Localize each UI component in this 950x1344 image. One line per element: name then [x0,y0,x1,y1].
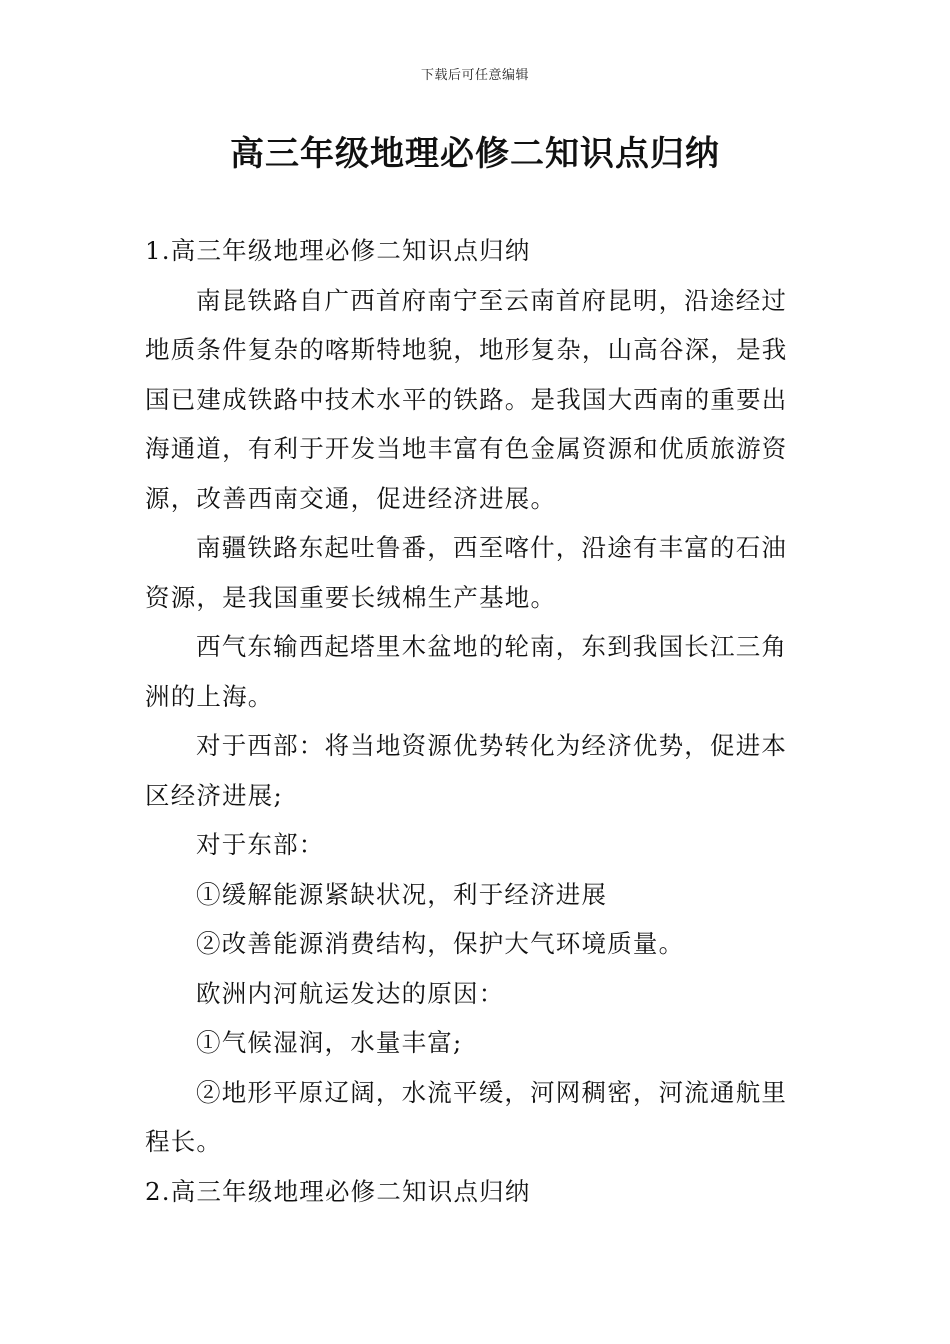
list-item: ①气候湿润，水量丰富; [196,1028,463,1057]
list-item: ①缓解能源紧缺状况，利于经济进展 [196,879,608,909]
paragraph-west-benefit: 对于西部：将当地资源优势转化为经济优势，促进本区经济进展; [145,731,788,810]
list-item: ②地形平原辽阔，水流平缓，河网稠密，河流通航里程长。 [145,1077,788,1156]
section-heading-1: 1.高三年级地理必修二知识点归纳 [145,236,531,265]
document-body [145,226,807,1216]
header-note: 下载后可任意编辑 [420,68,529,83]
paragraph-east-benefit-intro: 对于东部： [196,830,325,859]
document-title: 高三年级地理必修二知识点归纳 [230,134,720,174]
section-heading-2: 2.高三年级地理必修二知识点归纳 [145,1176,531,1206]
list-item: ②改善能源消费结构，保护大气环境质量。 [196,929,685,958]
paragraph-europe-shipping: 欧洲内河航运发达的原因： [196,978,505,1008]
paragraph-west-east-gas: 西气东输西起塔里木盆地的轮南，东到我国长江三角洲的上海。 [145,632,788,711]
paragraph-nankun-railway: 南昆铁路自广西首府南宁至云南首府昆明，沿途经过地质条件复杂的喀斯特地貌，地形复杂，山高谷深，是我国已建成铁路中技术水平的铁路。是我国大西南的重要出海通道，有利于开发当地丰富有色金属资源和优质旅游资源，改善西南交通，促进经济进展。 [145,285,788,513]
paragraph-nanjiang-railway: 南疆铁路东起吐鲁番，西至喀什，沿途有丰富的石油资源，是我国重要长绒棉生产基地。 [145,533,788,612]
